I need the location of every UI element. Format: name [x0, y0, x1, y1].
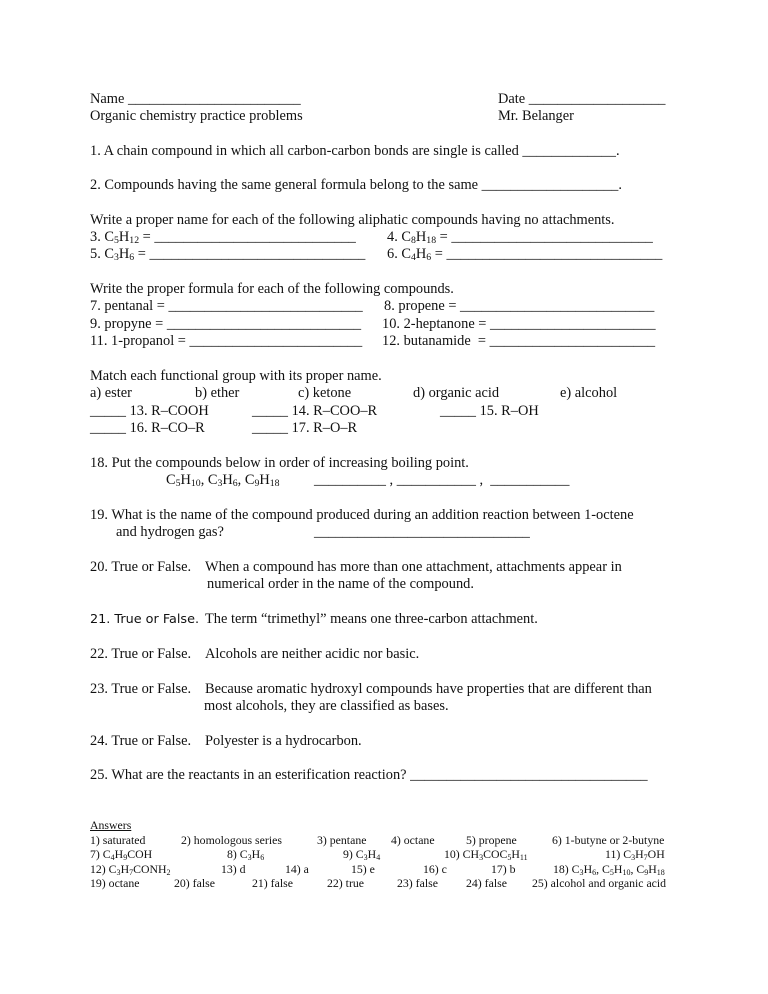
question-23-line2: most alcohols, they are classified as bases. — [204, 698, 449, 714]
answer-13: 13) d — [221, 862, 246, 876]
question-16: _____ 16. R–CO–R — [90, 420, 205, 436]
boiling-order-blanks[interactable]: __________ , ___________ , ___________ — [314, 472, 570, 488]
question-10: 10. 2-heptanone = _______________________ — [382, 316, 656, 332]
question-19: 19. What is the name of the compound produced during an addition reaction between 1-octene — [90, 507, 634, 523]
answer-17: 17) b — [491, 862, 516, 876]
match-option-a: a) ester — [90, 385, 132, 401]
question-7: 7. pentanal = ___________________________ — [90, 298, 363, 314]
answer-15: 15) e — [351, 862, 375, 876]
question-4: 4. $C_8H_{18}$ = ____________________________ — [387, 229, 653, 246]
answer-8: 8) $C_3H_6$ — [227, 847, 265, 862]
answer-5: 5) propene — [466, 833, 517, 847]
answer-9: 9) $C_3H_4$ — [343, 847, 381, 862]
question-6: 6. $C_4H_6$ = ______________________________ — [387, 246, 663, 263]
teacher-name: Mr. Belanger — [498, 108, 574, 124]
question-5: 5. $C_3H_6$ = ______________________________ — [90, 246, 366, 263]
answer-10: 10) $CH_3COC_5H_{11}$ — [444, 847, 528, 862]
question-13: _____ 13. R–COOH — [90, 403, 209, 419]
answer-25: 25) alcohol and organic acid — [532, 876, 667, 890]
answer-4: 4) octane — [391, 833, 435, 847]
question-11: 11. 1-propanol = ________________________ — [90, 333, 363, 349]
question-19-blank[interactable]: ______________________________ — [314, 524, 530, 540]
question-23: Because aromatic hydroxyl compounds have properties that are different than — [205, 681, 652, 697]
question-12: 12. butanamide = _______________________ — [382, 333, 656, 349]
answer-2: 2) homologous series — [181, 833, 282, 847]
question-22-lead: 22. True or False. — [90, 646, 192, 662]
names-instruction: Write a proper name for each of the following aliphatic compounds having no attachments. — [90, 212, 615, 228]
question-21-lead: 21. True or False. — [90, 612, 200, 627]
question-20-line2: numerical order in the name of the compound. — [207, 576, 474, 592]
answer-21: 21) false — [252, 876, 293, 890]
answer-12: 12) $C_3H_7CONH_2$ — [90, 862, 171, 877]
answer-11: 11) $C_3H_7OH$ — [605, 847, 665, 862]
question-25: 25. What are the reactants in an esterification reaction? _________________________________ — [90, 767, 648, 783]
answer-1: 1) saturated — [90, 833, 146, 847]
answer-22: 22) true — [327, 876, 365, 890]
question-20: When a compound has more than one attachment, attachments appear in — [205, 559, 622, 575]
date-field[interactable]: Date ___________________ — [498, 91, 666, 107]
question-14: _____ 14. R–COO–R — [252, 403, 378, 419]
question-3: 3. $C_5H_{12}$ = ____________________________ — [90, 229, 356, 246]
worksheet-title: Organic chemistry practice problems — [90, 108, 303, 124]
answer-7: 7) $C_4H_9COH$ — [90, 847, 153, 862]
match-option-e: e) alcohol — [560, 385, 618, 401]
question-15: _____ 15. R–OH — [440, 403, 539, 419]
question-1: 1. A chain compound in which all carbon-carbon bonds are single is called _____________. — [90, 143, 620, 159]
match-option-c: c) ketone — [298, 385, 352, 401]
question-8: 8. propene = ___________________________ — [384, 298, 655, 314]
question-24: Polyester is a hydrocarbon. — [205, 733, 362, 749]
answer-18: 18) $C_3H_6$, $C_5H_{10}$, $C_9H_{18}$ — [553, 862, 665, 877]
answer-24: 24) false — [466, 876, 507, 890]
question-17: _____ 17. R–O–R — [252, 420, 358, 436]
question-19-line2: and hydrogen gas? — [116, 524, 224, 540]
answer-16: 16) c — [423, 862, 447, 876]
name-field[interactable]: Name ________________________ — [90, 91, 301, 107]
formulas-instruction: Write the proper formula for each of the following compounds. — [90, 281, 454, 297]
match-option-d: d) organic acid — [413, 385, 500, 401]
answer-20: 20) false — [174, 876, 215, 890]
question-24-lead: 24. True or False. — [90, 733, 192, 749]
answer-6: 6) 1-butyne or 2-butyne — [552, 833, 665, 847]
boiling-compounds: $C_5H_{10}$, $C_3H_6$, $C_9H_{18}$ — [166, 472, 280, 489]
answer-14: 14) a — [285, 862, 309, 876]
question-23-lead: 23. True or False. — [90, 681, 192, 697]
question-9: 9. propyne = ___________________________ — [90, 316, 362, 332]
question-21: The term “trimethyl” means one three-carbon attachment. — [205, 611, 538, 627]
answer-23: 23) false — [397, 876, 438, 890]
answers-heading: Answers — [90, 818, 132, 832]
question-22: Alcohols are neither acidic nor basic. — [205, 646, 420, 662]
answer-3: 3) pentane — [317, 833, 367, 847]
match-instruction: Match each functional group with its proper name. — [90, 368, 382, 384]
question-2: 2. Compounds having the same general formula belong to the same ___________________. — [90, 177, 622, 193]
question-20-lead: 20. True or False. — [90, 559, 192, 575]
match-option-b: b) ether — [195, 385, 240, 401]
answer-19: 19) octane — [90, 876, 140, 890]
question-18: 18. Put the compounds below in order of increasing boiling point. — [90, 455, 469, 471]
